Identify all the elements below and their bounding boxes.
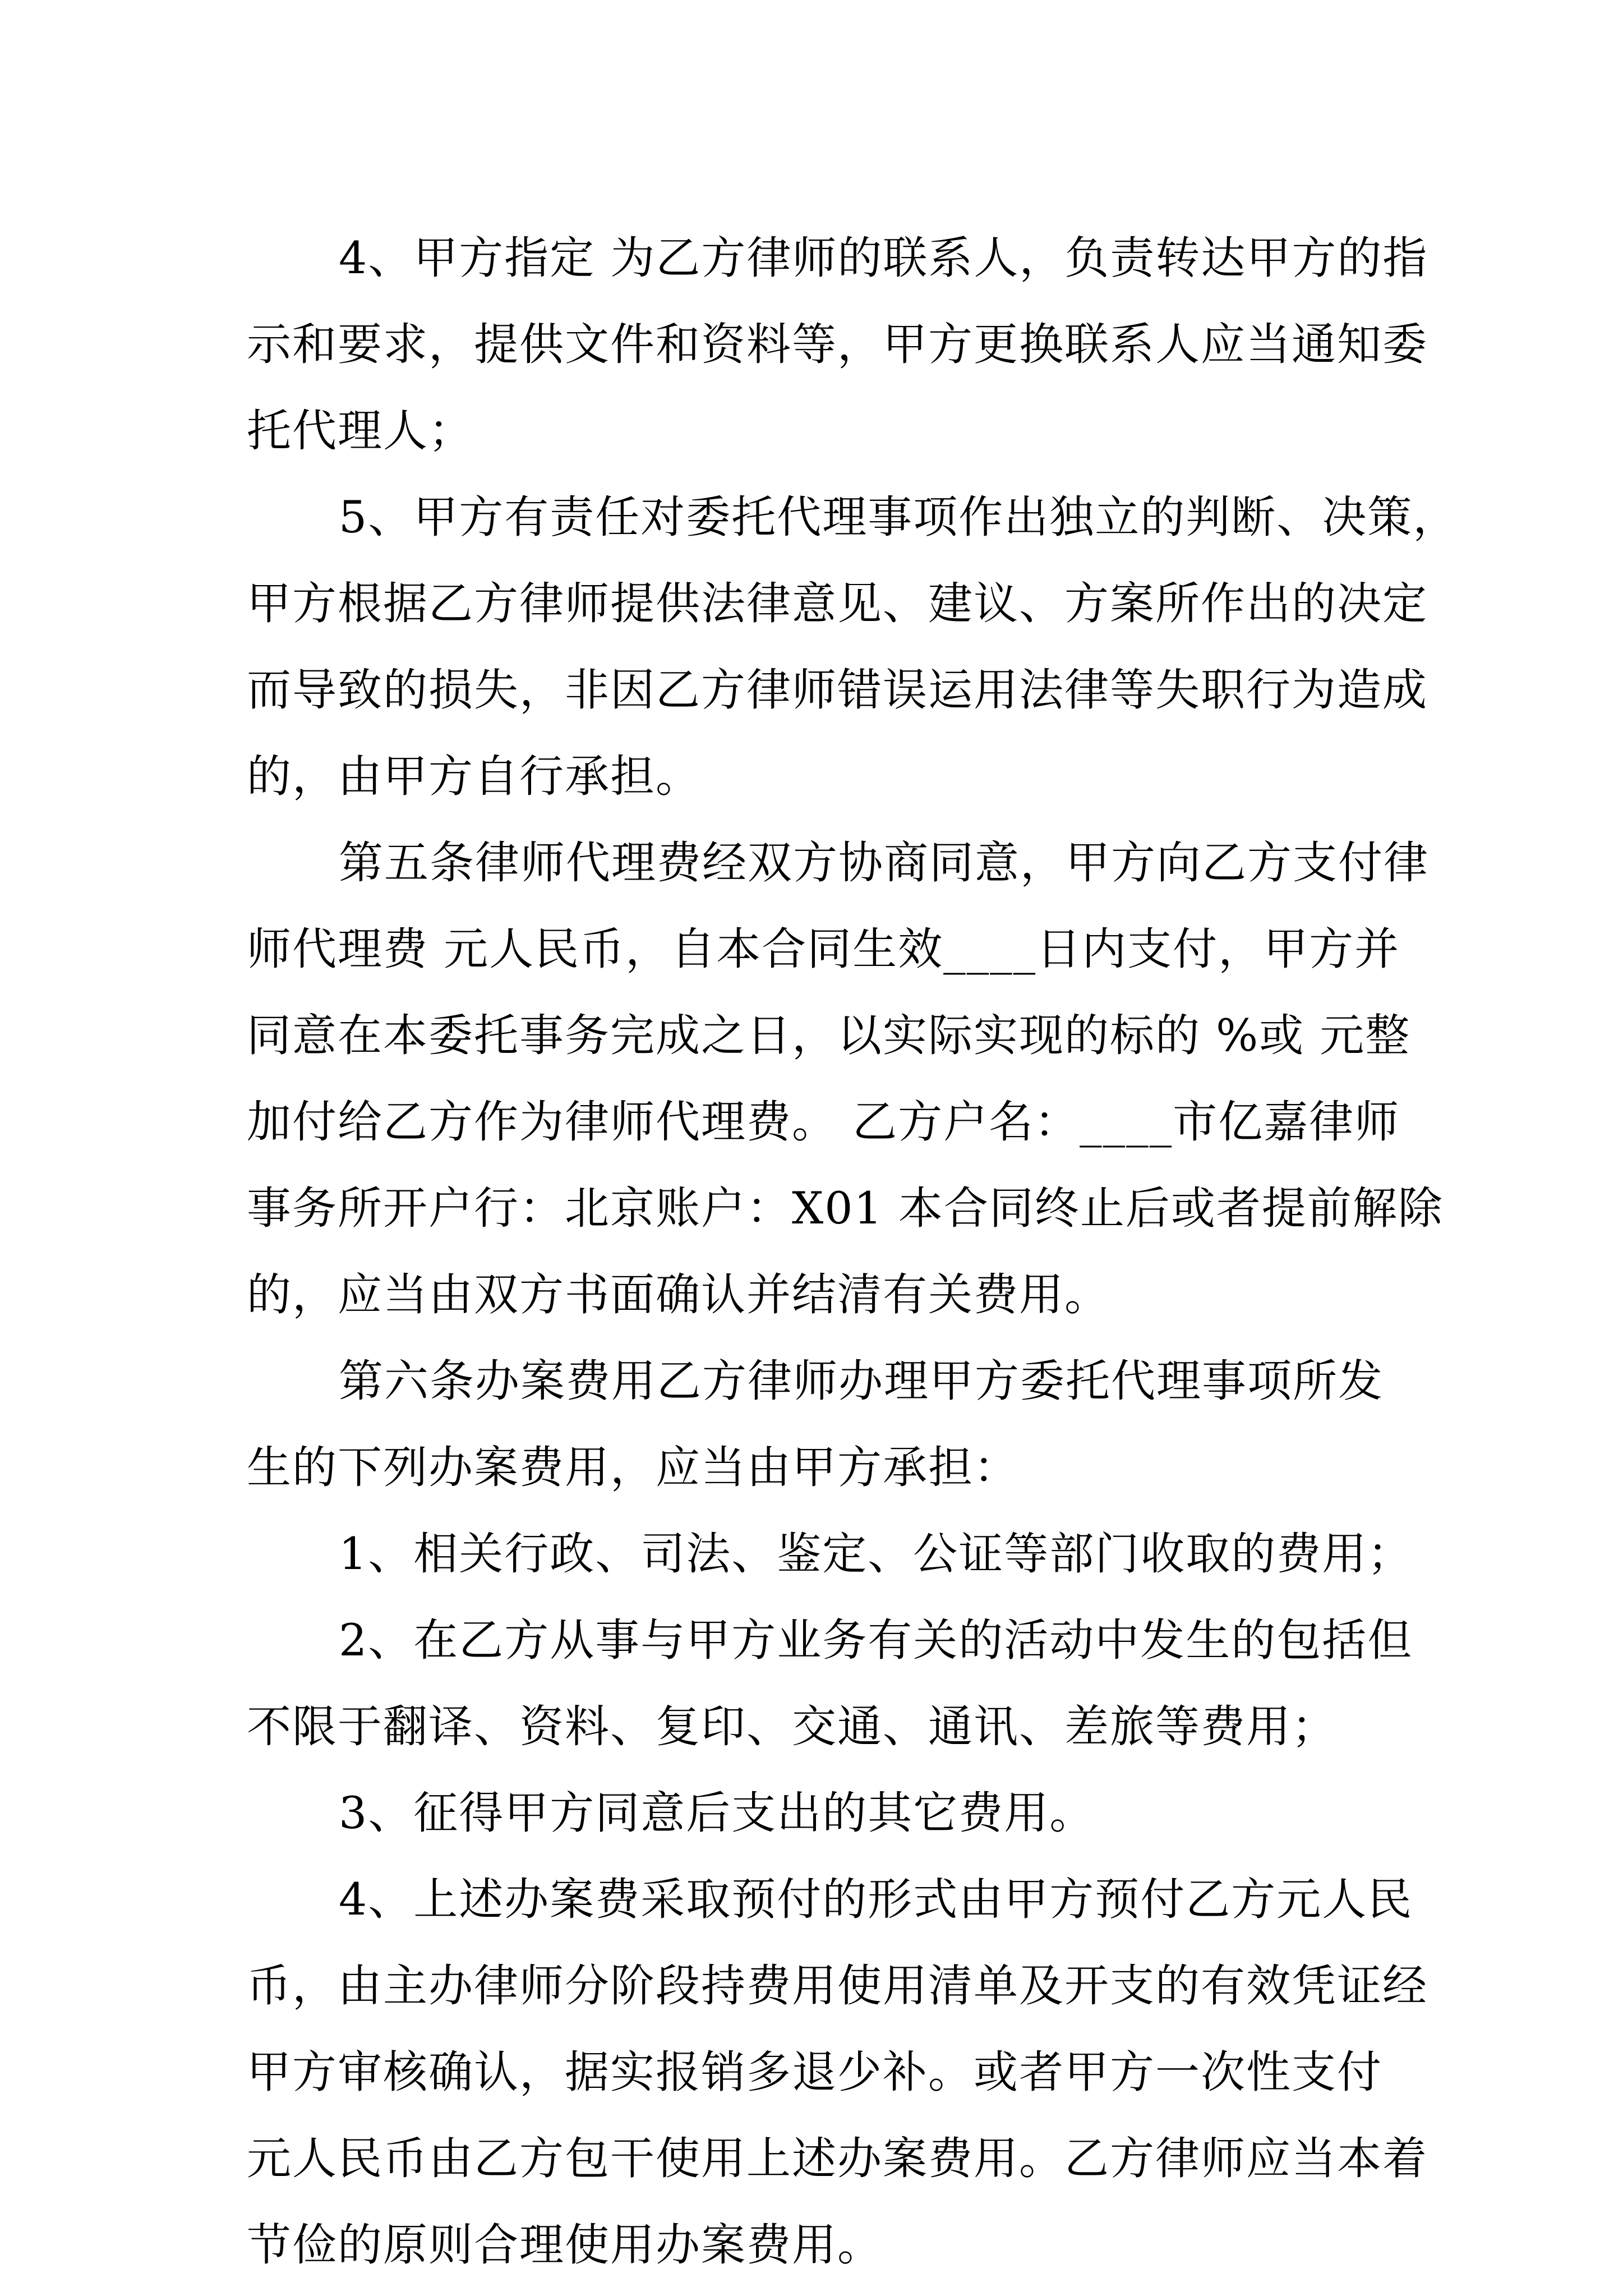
paragraph-line: 2、在乙方从事与甲方业务有关的活动中发生的包括但 — [339, 1614, 1413, 1666]
paragraph-line: 元人民币由乙方包干使用上述办案费用。乙方律师应当本着 — [247, 2133, 1428, 2184]
paragraph-line: 示和要求，提供文件和资料等，甲方更换联系人应当通知委 — [247, 319, 1428, 370]
paragraph-expense-item-4 — [247, 1856, 1428, 2288]
paragraph-line: 的，由甲方自行承担。 — [247, 751, 701, 802]
paragraph-article-6-expenses — [247, 1338, 1382, 1511]
paragraph-line: 加付给乙方作为律师代理费。 乙方户名：____市亿嘉律师 — [247, 1096, 1400, 1148]
paragraph-expense-item-3 — [247, 1770, 1382, 1856]
paragraph-expense-item-2 — [247, 1597, 1413, 1770]
paragraph-line: 同意在本委托事务完成之日，以实际实现的标的 %或 元整 — [247, 1010, 1411, 1061]
paragraph-line: 事务所开户行：北京账户：X01 本合同终止后或者提前解除 — [247, 1182, 1444, 1234]
paragraph-line: 第五条律师代理费经双方协商同意，甲方向乙方支付律 — [339, 837, 1429, 889]
paragraph-line: 生的下列办案费用，应当由甲方承担： — [247, 1442, 1019, 1493]
paragraph-line: 4、甲方指定 为乙方律师的联系人，负责转达甲方的指 — [339, 232, 1428, 284]
paragraph-line: 5、甲方有责任对委托代理事项作出独立的判断、决策， — [339, 491, 1459, 543]
paragraph-decision-responsibility — [247, 474, 1459, 820]
paragraph-line: 甲方审核确认，据实报销多退少补。或者甲方一次性支付 — [247, 2046, 1382, 2098]
paragraph-line: 的，应当由双方书面确认并结清有关费用。 — [247, 1269, 1110, 1320]
paragraph-line: 不限于翻译、资料、复印、交通、通讯、差旅等费用； — [247, 1701, 1337, 1752]
paragraph-contact-person — [247, 215, 1428, 474]
paragraph-expense-item-1 — [247, 1511, 1413, 1597]
paragraph-line: 第六条办案费用乙方律师办理甲方委托代理事项所发 — [339, 1355, 1384, 1407]
paragraph-line: 1、相关行政、司法、鉴定、公证等部门收取的费用； — [339, 1528, 1413, 1580]
paragraph-line: 3、征得甲方同意后支出的其它费用。 — [339, 1787, 1095, 1839]
paragraph-line: 节俭的原则合理使用办案费用。 — [247, 2219, 883, 2271]
paragraph-article-5-fees — [247, 820, 1444, 1338]
paragraph-line: 币，由主办律师分阶段持费用使用清单及开支的有效凭证经 — [247, 1960, 1428, 2012]
paragraph-line: 托代理人； — [247, 405, 474, 457]
paragraph-line: 而导致的损失，非因乙方律师错误运用法律等失职行为造成 — [247, 664, 1428, 716]
document-body — [247, 215, 1459, 2288]
paragraph-line: 4、上述办案费采取预付的形式由甲方预付乙方元人民 — [339, 1874, 1413, 1925]
paragraph-line: 甲方根据乙方律师提供法律意见、建议、方案所作出的决定 — [247, 578, 1428, 629]
paragraph-line: 师代理费 元人民币，自本合同生效____日内支付，甲方并 — [247, 923, 1400, 975]
